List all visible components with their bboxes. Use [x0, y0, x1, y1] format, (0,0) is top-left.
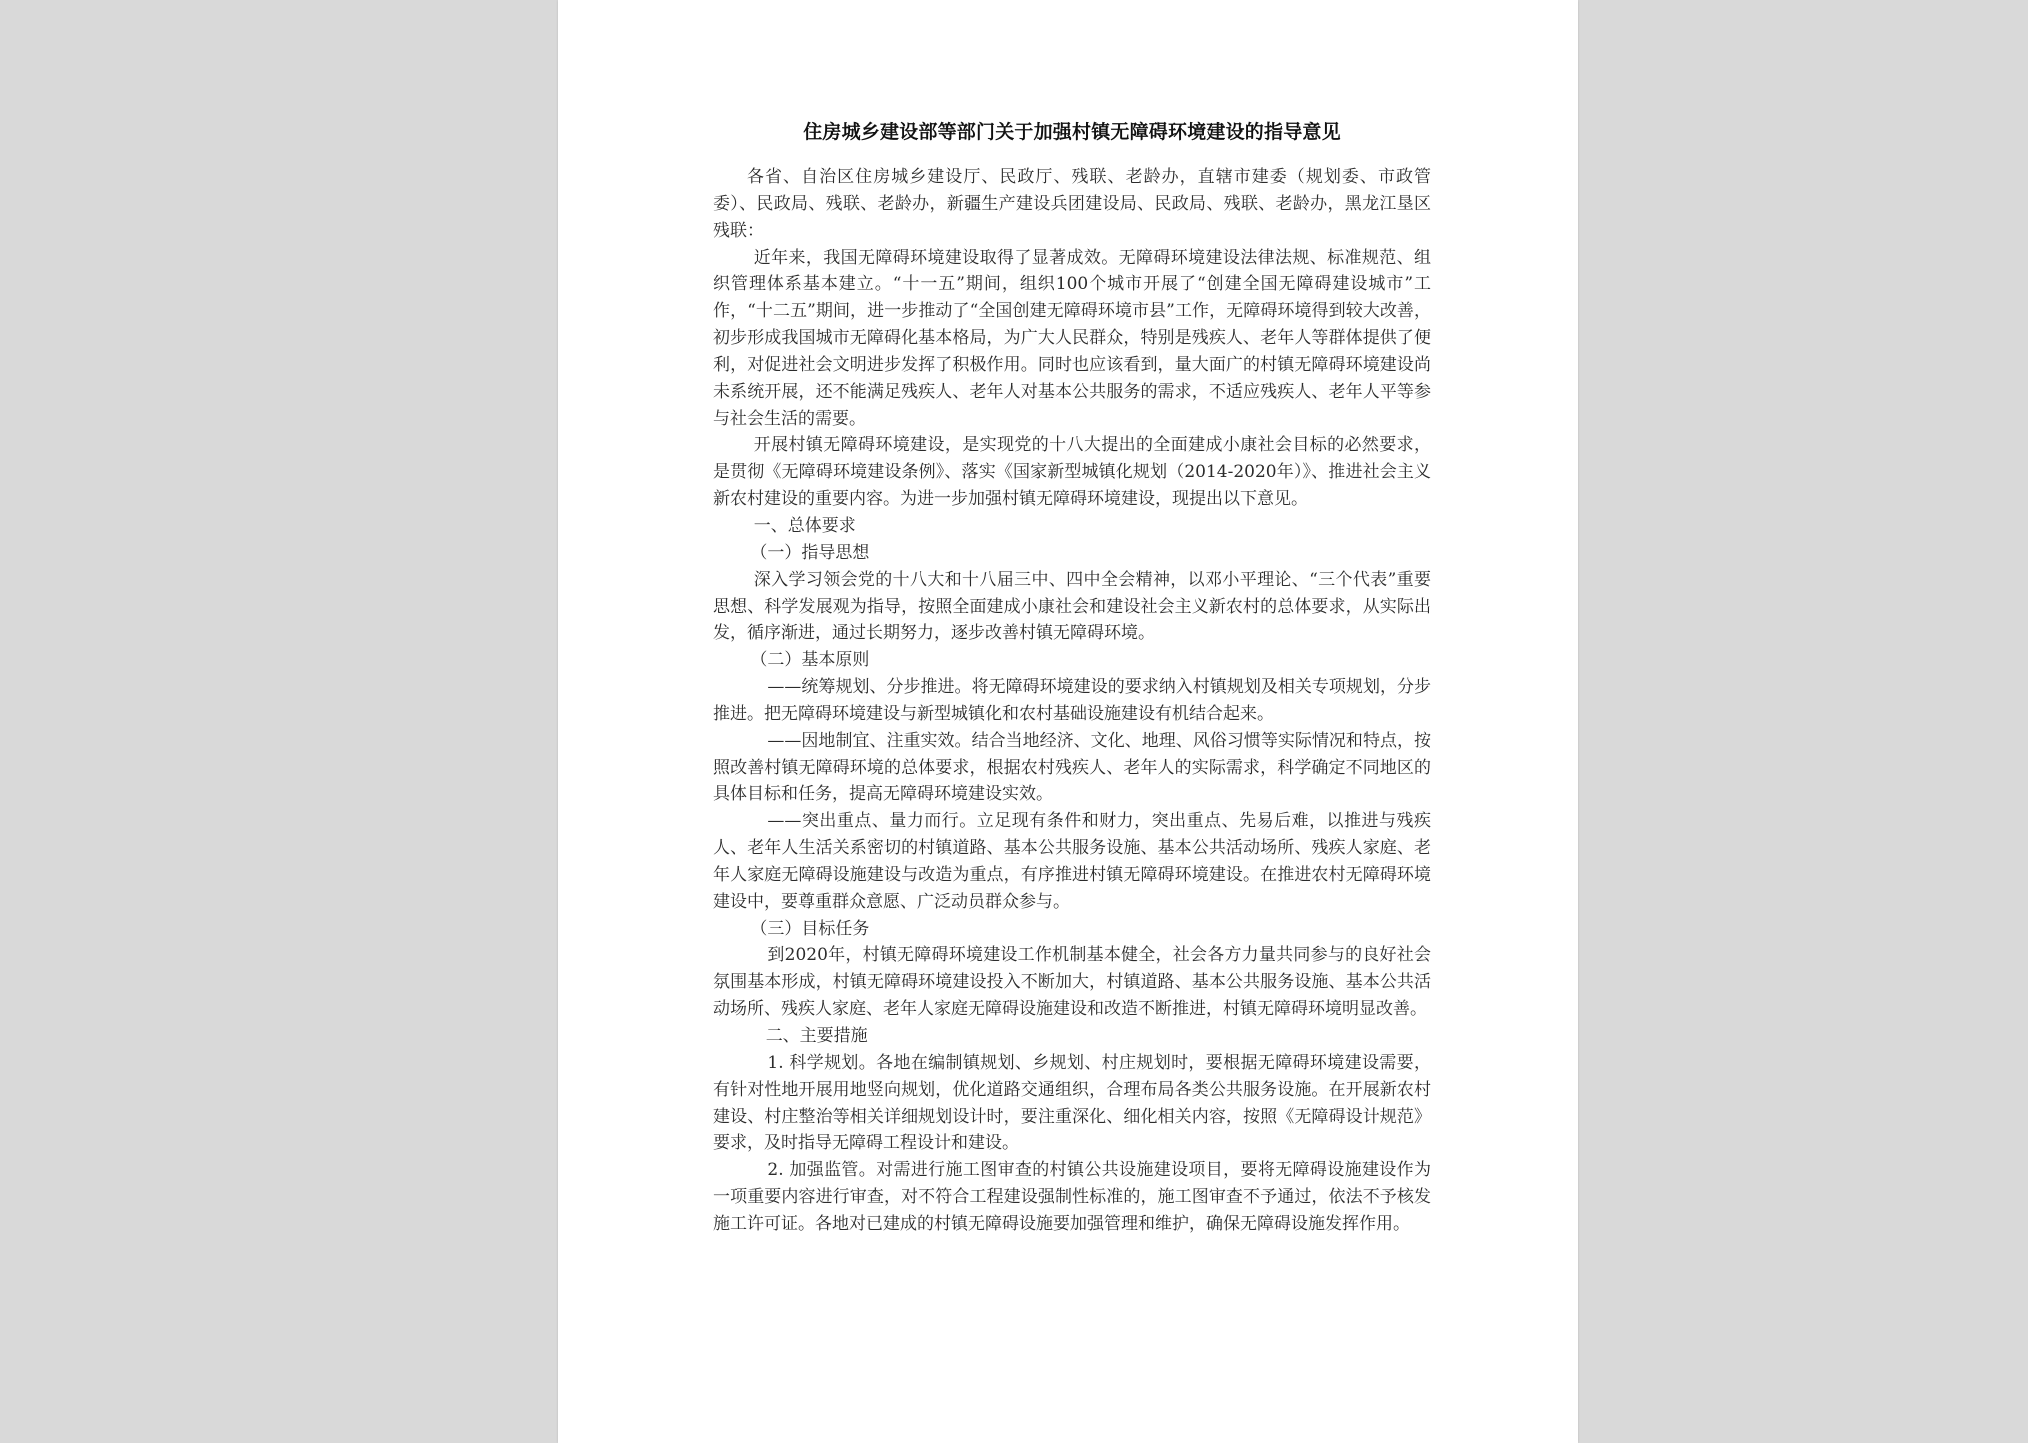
heading-main-measures: 二、主要措施: [765, 1026, 868, 1046]
salutation: 各省、自治区住房城乡建设厅、民政厅、残联、老龄办，直辖市建委（规划委、市政管委）、民政局、残联、老龄办，新疆生产建设兵团建设局、民政局、残联、老龄办，黑龙江垦区残联：: [713, 167, 1431, 241]
heading-general-requirements: 一、总体要求: [753, 515, 856, 536]
document-body: [713, 118, 1431, 1238]
paragraph-measure-1: 1. 科学规划。各地在编制镇规划、乡规划、村庄规划时，要根据无障碍环境建设需要，有针对性地开展用地竖向规划，优化道路交通组织，合理布局各类公共服务设施。在开展新农村建设、村庄整治等相关详细规划设计时，要注重深化、细化相关内容，按照《无障碍设计规范》要求，及时指导无障碍工程设计和建设。: [713, 1052, 1431, 1154]
paragraph-principle-3: ——突出重点、量力而行。立足现有条件和财力，突出重点、先易后难，以推进与残疾人、老年人生活关系密切的村镇道路、基本公共服务设施、基本公共活动场所、残疾人家庭、老年人家庭无障碍设施建设与改造为重点，有序推进村镇无障碍环境建设。在推进农村无障碍环境建设中，要尊重群众意愿、广泛动员群众参与。: [713, 811, 1431, 912]
heading-basic-principles: （二）基本原则: [750, 650, 870, 671]
paragraph-goals: 到2020年，村镇无障碍环境建设工作机制基本健全，社会各方力量共同参与的良好社会氛围基本形成，村镇无障碍环境建设投入不断加大，村镇道路、基本公共服务设施、基本公共活动场所、残疾人家庭、老年人家庭无障碍设施建设和改造不断推进，村镇无障碍环境明显改善。: [713, 945, 1431, 1020]
paragraph-intro-1: 近年来，我国无障碍环境建设取得了显著成效。无障碍环境建设法律法规、标准规范、组织管理体系基本建立。“十一五”期间，组织100个城市开展了“创建全国无障碍建设城市”工作，“十二五”期间，进一步推动了“全国创建无障碍环境市县”工作，无障碍环境得到较大改善，初步形成我国城市无障碍化基本格局，为广大人民群众，特别是残疾人、老年人等群体提供了便利，对促进社会文明进步发挥了积极作用。同时也应该看到，量大面广的村镇无障碍环境建设尚未系统开展，还不能满足残疾人、老年人对基本公共服务的需求，不适应残疾人、老年人平等参与社会生活的需要。: [713, 247, 1431, 429]
heading-goals-tasks: （三）目标任务: [750, 918, 870, 939]
document-title: 住房城乡建设部等部门关于加强村镇无障碍环境建设的指导意见: [803, 121, 1341, 143]
paragraph-intro-2: 开展村镇无障碍环境建设，是实现党的十八大提出的全面建成小康社会目标的必然要求，是贯彻《无障碍环境建设条例》、落实《国家新型城镇化规划（2014-2020年）》、推进社会主义新农村建设的重要内容。为进一步加强村镇无障碍环境建设，现提出以下意见。: [713, 435, 1431, 510]
document-page: [558, 0, 1578, 1443]
paragraph-measure-2: 2. 加强监管。对需进行施工图审查的村镇公共设施建设项目，要将无障碍设施建设作为一项重要内容进行审查，对不符合工程建设强制性标准的，施工图审查不予通过，依法不予核发施工许可证。各地对已建成的村镇无障碍设施要加强管理和维护，确保无障碍设施发挥作用。: [713, 1160, 1431, 1234]
paragraph-guiding-ideology: 深入学习领会党的十八大和十八届三中、四中全会精神，以邓小平理论、“三个代表”重要思想、科学发展观为指导，按照全面建成小康社会和建设社会主义新农村的总体要求，从实际出发，循序渐进，通过长期努力，逐步改善村镇无障碍环境。: [713, 569, 1431, 644]
paragraph-principle-1: ——统筹规划、分步推进。将无障碍环境建设的要求纳入村镇规划及相关专项规划，分步推进。把无障碍环境建设与新型城镇化和农村基础设施建设有机结合起来。: [713, 677, 1431, 724]
paragraph-principle-2: ——因地制宜、注重实效。结合当地经济、文化、地理、风俗习惯等实际情况和特点，按照改善村镇无障碍环境的总体要求，根据农村残疾人、老年人的实际需求，科学确定不同地区的具体目标和任务，提高无障碍环境建设实效。: [713, 730, 1431, 805]
heading-guiding-ideology: （一）指导思想: [750, 542, 870, 563]
